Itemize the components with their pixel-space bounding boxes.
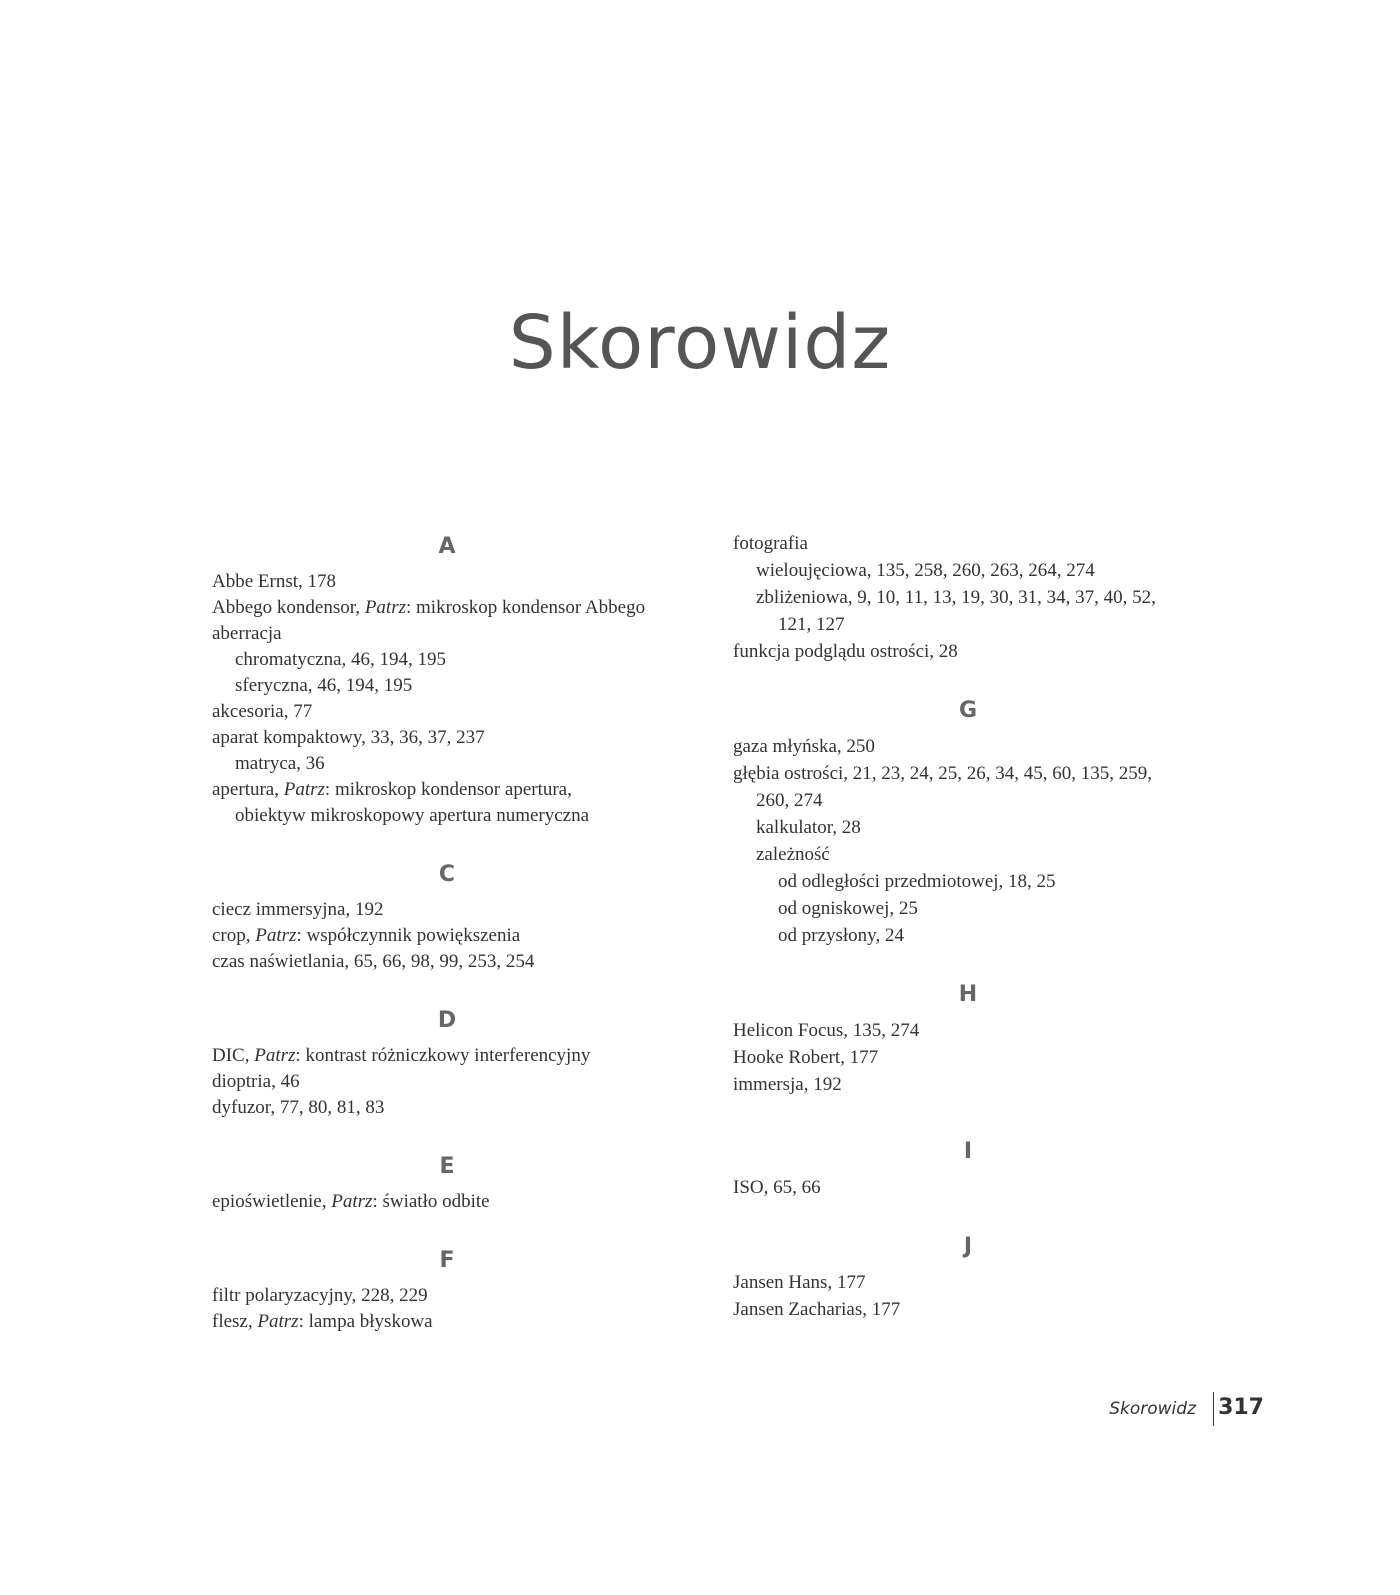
index-subentry: matryca, 36 <box>235 753 325 774</box>
index-column-right <box>733 530 1203 1323</box>
index-subentry: chromatyczna, 46, 194, 195 <box>235 649 447 670</box>
index-entry: fotografia <box>733 533 808 554</box>
running-footer-title: Skorowidz <box>1109 1399 1196 1419</box>
index-subsubentry: od odległości przedmiotowej, 18, 25 <box>778 871 1056 892</box>
page-footer <box>1000 1392 1264 1428</box>
index-section-h <box>733 973 1203 1098</box>
index-entry: dyfuzor, 77, 80, 81, 83 <box>212 1097 385 1118</box>
index-entry <box>212 777 682 803</box>
index-section-c <box>212 853 682 975</box>
entry-text: : światło odbite <box>372 1191 490 1212</box>
cross-reference-label: Patrz <box>331 1191 373 1212</box>
index-entry <box>212 1309 682 1335</box>
index-section-j <box>733 1225 1203 1323</box>
index-section-a <box>212 525 682 829</box>
entry-text: : współczynnik powiększenia <box>296 925 521 946</box>
index-section-e <box>212 1145 682 1215</box>
cross-reference-label: Patrz <box>364 597 406 618</box>
index-entry <box>212 1189 682 1215</box>
index-section-i <box>733 1130 1203 1201</box>
index-subsubentry: od przysłony, 24 <box>778 925 904 946</box>
entry-text: : mikroskop kondensor Abbego <box>406 597 646 618</box>
index-section-g <box>733 689 1203 949</box>
index-subentry: zależność <box>756 844 830 865</box>
index-entry-continuation: 121, 127 <box>778 614 845 635</box>
index-entry: Abbe Ernst, 178 <box>212 571 337 592</box>
index-entry: czas naświetlania, 65, 66, 98, 99, 253, 254 <box>212 951 535 972</box>
entry-text: crop, <box>212 925 256 946</box>
index-entry <box>212 923 682 949</box>
index-entry: akcesoria, 77 <box>212 701 313 722</box>
entry-text: : lampa błyskowa <box>298 1311 433 1332</box>
index-entry-continuation: obiektyw mikroskopowy apertura numeryczna <box>235 805 590 826</box>
cross-reference-label: Patrz <box>257 1311 299 1332</box>
index-entry: immersja, 192 <box>733 1074 842 1095</box>
section-letter-a: A <box>438 534 456 559</box>
cross-reference-label: Patrz <box>255 925 297 946</box>
index-entry: Jansen Zacharias, 177 <box>733 1299 901 1320</box>
page-title: Skorowidz <box>508 300 892 386</box>
index-entry <box>212 595 682 621</box>
section-letter-h: H <box>958 982 978 1007</box>
entry-text: DIC, <box>212 1045 255 1066</box>
index-entry: funkcja podglądu ostrości, 28 <box>733 641 958 662</box>
index-entry: Jansen Hans, 177 <box>733 1272 866 1293</box>
section-letter-f: F <box>439 1248 455 1273</box>
entry-text: flesz, <box>212 1311 258 1332</box>
index-entry: Helicon Focus, 135, 274 <box>733 1020 920 1041</box>
section-letter-g: G <box>958 698 978 723</box>
index-entry: aberracja <box>212 623 282 644</box>
footer-divider <box>1213 1392 1214 1426</box>
index-entry <box>212 1043 682 1069</box>
index-section-f <box>212 1239 682 1335</box>
cross-reference-label: Patrz <box>283 779 325 800</box>
entry-text: apertura, <box>212 779 284 800</box>
section-letter-d: D <box>437 1008 457 1033</box>
index-subentry: zbliżeniowa, 9, 10, 11, 13, 19, 30, 31, 34, 37, 40, 52, <box>756 587 1156 608</box>
index-subentry: wieloujęciowa, 135, 258, 260, 263, 264, 274 <box>756 560 1095 581</box>
section-letter-i: I <box>963 1139 973 1164</box>
index-entry: aparat kompaktowy, 33, 36, 37, 237 <box>212 727 485 748</box>
index-entry: ISO, 65, 66 <box>733 1177 821 1198</box>
entry-text: : kontrast różniczkowy interferencyjny <box>295 1045 591 1066</box>
index-subentry: sferyczna, 46, 194, 195 <box>235 675 413 696</box>
index-subsubentry: od ogniskowej, 25 <box>778 898 918 919</box>
page-number: 317 <box>1218 1395 1264 1420</box>
index-entry: Hooke Robert, 177 <box>733 1047 879 1068</box>
entry-text: epioświetlenie, <box>212 1191 332 1212</box>
section-letter-j: J <box>963 1234 973 1259</box>
index-entry: filtr polaryzacyjny, 228, 229 <box>212 1285 428 1306</box>
section-letter-e: E <box>439 1154 455 1179</box>
index-section-f-continued <box>733 530 1203 665</box>
index-subentry: kalkulator, 28 <box>756 817 861 838</box>
index-entry: gaza młyńska, 250 <box>733 736 875 757</box>
index-column-left <box>212 525 682 1335</box>
entry-text: : mikroskop kondensor apertura, <box>324 779 572 800</box>
index-entry: ciecz immersyjna, 192 <box>212 899 384 920</box>
cross-reference-label: Patrz <box>254 1045 296 1066</box>
section-letter-c: C <box>438 862 456 887</box>
entry-text: Abbego kondensor, <box>212 597 365 618</box>
index-section-d <box>212 999 682 1121</box>
index-entry: dioptria, 46 <box>212 1071 300 1092</box>
index-entry: głębia ostrości, 21, 23, 24, 25, 26, 34, 45, 60, 135, 259, <box>733 763 1153 784</box>
index-entry-continuation: 260, 274 <box>756 790 823 811</box>
